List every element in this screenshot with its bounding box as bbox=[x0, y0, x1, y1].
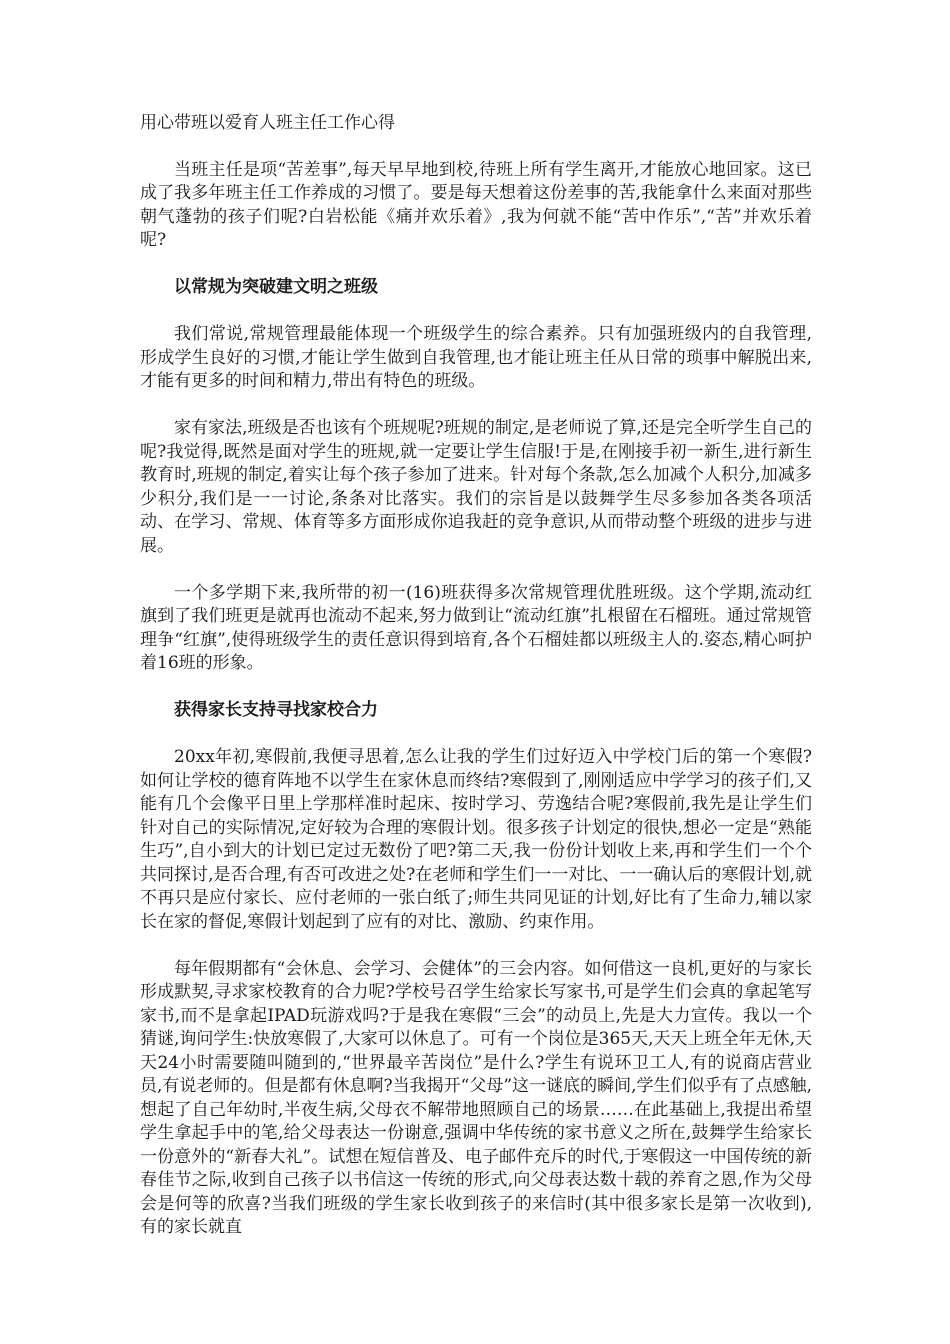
section-heading-routine: 以常规为突破建文明之班级 bbox=[174, 277, 378, 297]
intro-paragraph: 当班主任是项“苦差事”,每天早早地到校,待班上所有学生离开,才能放心地回家。这已成了我多年班主任工作养成的习惯了。要是每天想着这份差事的苦,我能拿什么来面对那些朝气蓬勃的孩子们呢?白岩松能《痛并欢乐着》,我为何就不能“苦中作乐”,“苦”并欢乐着呢? bbox=[140, 159, 812, 250]
document-page bbox=[140, 112, 812, 1263]
paragraph: 20xx年初,寒假前,我便寻思着,怎么让我的学生们过好迈入中学校门后的第一个寒假?如何让学校的德育阵地不以学生在家休息而终结?寒假到了,刚刚适应中学学习的孩子们,又能有几个会像平日里上学那样准时起床、按时学习、劳逸结合呢?寒假前,我先是让学生们针对自己的实际情况,定好较为合理的寒假计划。很多孩子计划定的很快,想必一定是“熟能生巧”,自小到大的计划已定过无数份了吧?第二天,我一份份计划收上来,再和学生们一个个共同探讨,是否合理,有否可改进之处?在老师和学生们一一对比、一一确认后的寒假计划,就不再只是应付家长、应付老师的一张白纸了;师生共同见证的计划,好比有了生命力,辅以家长在家的督促,寒假计划起到了应有的对比、激励、约束作用。 bbox=[140, 747, 812, 932]
paragraph: 一个多学期下来,我所带的初一(16)班获得多次常规管理优胜班级。这个学期,流动红旗到了我们班更是就再也流动不起来,努力做到让“流动红旗”扎根留在石榴班。通过常规管理争“红旗”,使得班级学生的责任意识得到培育,各个石榴娃都以班级主人的.姿态,精心呵护着16班的形象。 bbox=[140, 582, 812, 673]
paragraph: 我们常说,常规管理最能体现一个班级学生的综合素养。只有加强班级内的自我管理,形成学生良好的习惯,才能让学生做到自我管理,也才能让班主任从日常的琐事中解脱出来,才能有更多的时间和精力,带出有特色的班级。 bbox=[140, 324, 812, 391]
paragraph: 每年假期都有“会休息、会学习、会健体”的三会内容。如何借这一良机,更好的与家长形成默契,寻求家校教育的合力呢?学校号召学生给家长写家书,可是学生们会真的拿起笔写家书,而不是拿起IPAD玩游戏吗?于是我在寒假“三会”的动员上,先是大力宣传。我以一个猜谜,询问学生:快放寒假了,大家可以休息了。可有一个岗位是365天,天天上班全年无休,天天24小时需要随叫随到的,“世界最辛苦岗位”是什么?学生有说环卫工人,有的说商店营业员,有说老师的。但是都有休息啊?当我揭开“父母”这一谜底的瞬间,学生们似乎有了点感触,想起了自己年幼时,半夜生病,父母衣不解带地照顾自己的场景……在此基础上,我提出希望学生拿起手中的笔,给父母表达一份谢意,强调中华传统的家书意义之所在,鼓舞学生给家长一份意外的“新春大礼”。试想在短信普及、电子邮件充斥的时代,于寒假这一中国传统的新春佳节之际,收到自己孩子以书信这一传统的形式,向父母表达数十载的养育之恩,作为父母会是何等的欣喜?当我们班级的学生家长收到孩子的来信时(其中很多家长是第一次收到),有的家长就直 bbox=[140, 958, 812, 1237]
paragraph: 家有家法,班级是否也该有个班规呢?班规的制定,是老师说了算,还是完全听学生自己的呢?我觉得,既然是面对学生的班规,就一定要让学生信服!于是,在刚接手初一新生,进行新生教育时,班规的制定,着实让每个孩子参加了进来。针对每个条款,怎么加减个人积分,加减多少积分,我们是一一讨论,条条对比落实。我们的宗旨是以鼓舞学生尽多参加各类各项活动、在学习、常规、体育等多方面形成你追我赶的竞争意识,从而带动整个班级的进步与进展。 bbox=[140, 418, 812, 556]
document-title: 用心带班以爱育人班主任工作心得 bbox=[140, 113, 395, 133]
section-heading-parents: 获得家长支持寻找家校合力 bbox=[174, 700, 378, 720]
